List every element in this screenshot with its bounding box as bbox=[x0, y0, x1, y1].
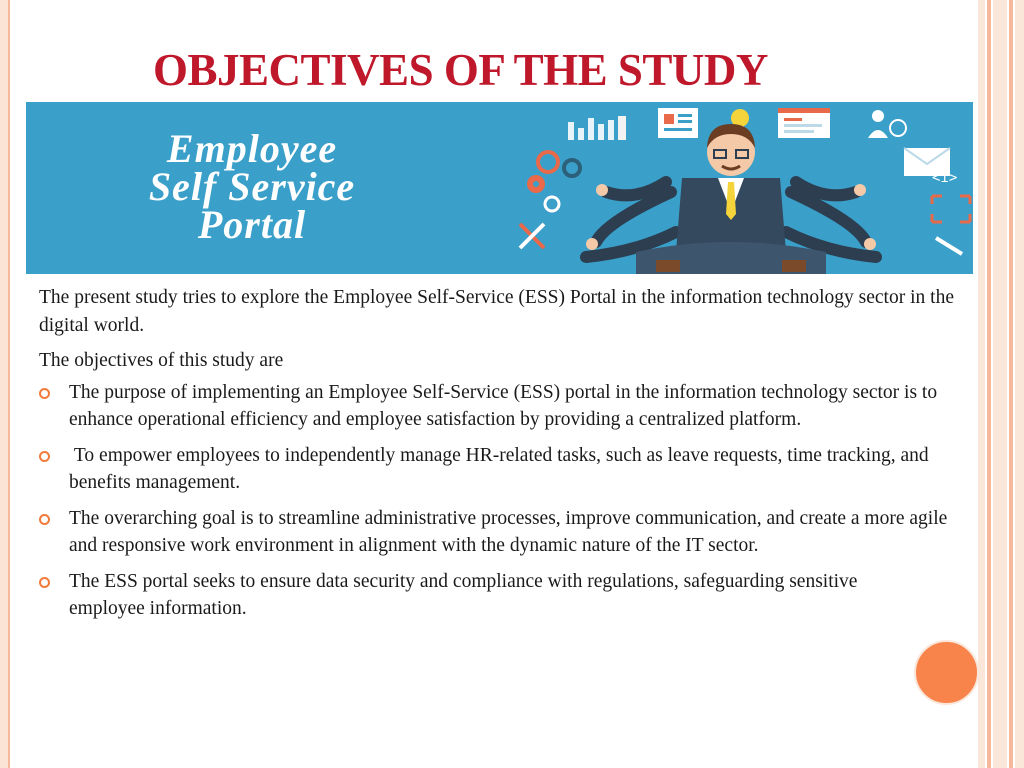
right-border-stripe bbox=[987, 0, 991, 768]
objective-text: The overarching goal is to streamline administrative processes, improve communication, and create a more agile and responsive work environment in alignment with the dynamic nature of the IT sector. bbox=[69, 507, 948, 556]
list-item bbox=[39, 379, 954, 434]
list-item bbox=[39, 505, 954, 560]
right-border-stripe bbox=[993, 0, 1007, 768]
list-item bbox=[39, 442, 954, 497]
banner-line: Employee bbox=[166, 126, 338, 171]
gear-icon bbox=[527, 175, 545, 193]
document-icon bbox=[658, 108, 698, 138]
browser-window-icon bbox=[778, 108, 830, 138]
banner-line: Self Service bbox=[148, 164, 356, 209]
bullet-circle-icon bbox=[39, 451, 50, 462]
left-border-decoration bbox=[0, 0, 10, 768]
bullet-circle-icon bbox=[39, 388, 50, 399]
user-clock-icon bbox=[868, 110, 906, 138]
intro-paragraph: The present study tries to explore the Employee Self-Service (ESS) Portal in the information technology sector in the digital world. bbox=[39, 287, 954, 336]
screenshot-frame-icon bbox=[932, 196, 970, 222]
bullet-circle-icon bbox=[39, 577, 50, 588]
list-item bbox=[39, 568, 954, 623]
right-border-stripe bbox=[1015, 0, 1024, 768]
ess-portal-banner bbox=[26, 102, 973, 274]
objectives-lead: The objectives of this study are bbox=[39, 350, 284, 371]
objective-text: The ESS portal seeks to ensure data security and compliance with regulations, safeguarding sensitive employee information. bbox=[69, 570, 858, 619]
objective-text: To empower employees to independently manage HR-related tasks, such as leave requests, time tracking, and benefits management. bbox=[69, 444, 934, 493]
banner-line: Portal bbox=[197, 202, 307, 247]
objective-text: The purpose of implementing an Employee Self-Service (ESS) portal in the information technology sector is to enhance operational efficiency and employee satisfaction by providing a centralized platform. bbox=[69, 381, 938, 430]
svg-text:<i>: <i> bbox=[932, 170, 958, 186]
right-border-stripe bbox=[978, 0, 985, 768]
decorative-orange-circle bbox=[914, 640, 979, 705]
multitasking-employee-illustration bbox=[486, 102, 973, 274]
objectives-list bbox=[39, 379, 954, 623]
wrench-icon bbox=[936, 238, 962, 254]
gears-icon bbox=[538, 152, 580, 176]
person-figure bbox=[586, 124, 876, 274]
bullet-circle-icon bbox=[39, 514, 50, 525]
bar-chart-icon bbox=[568, 116, 626, 140]
banner-text bbox=[62, 126, 442, 247]
settings-icon bbox=[545, 197, 559, 211]
code-icon bbox=[932, 170, 957, 186]
slide-title: OBJECTIVES OF THE STUDY bbox=[153, 45, 768, 95]
right-border-stripe bbox=[1009, 0, 1013, 768]
slide-content bbox=[39, 284, 954, 631]
tools-icon bbox=[520, 224, 544, 248]
